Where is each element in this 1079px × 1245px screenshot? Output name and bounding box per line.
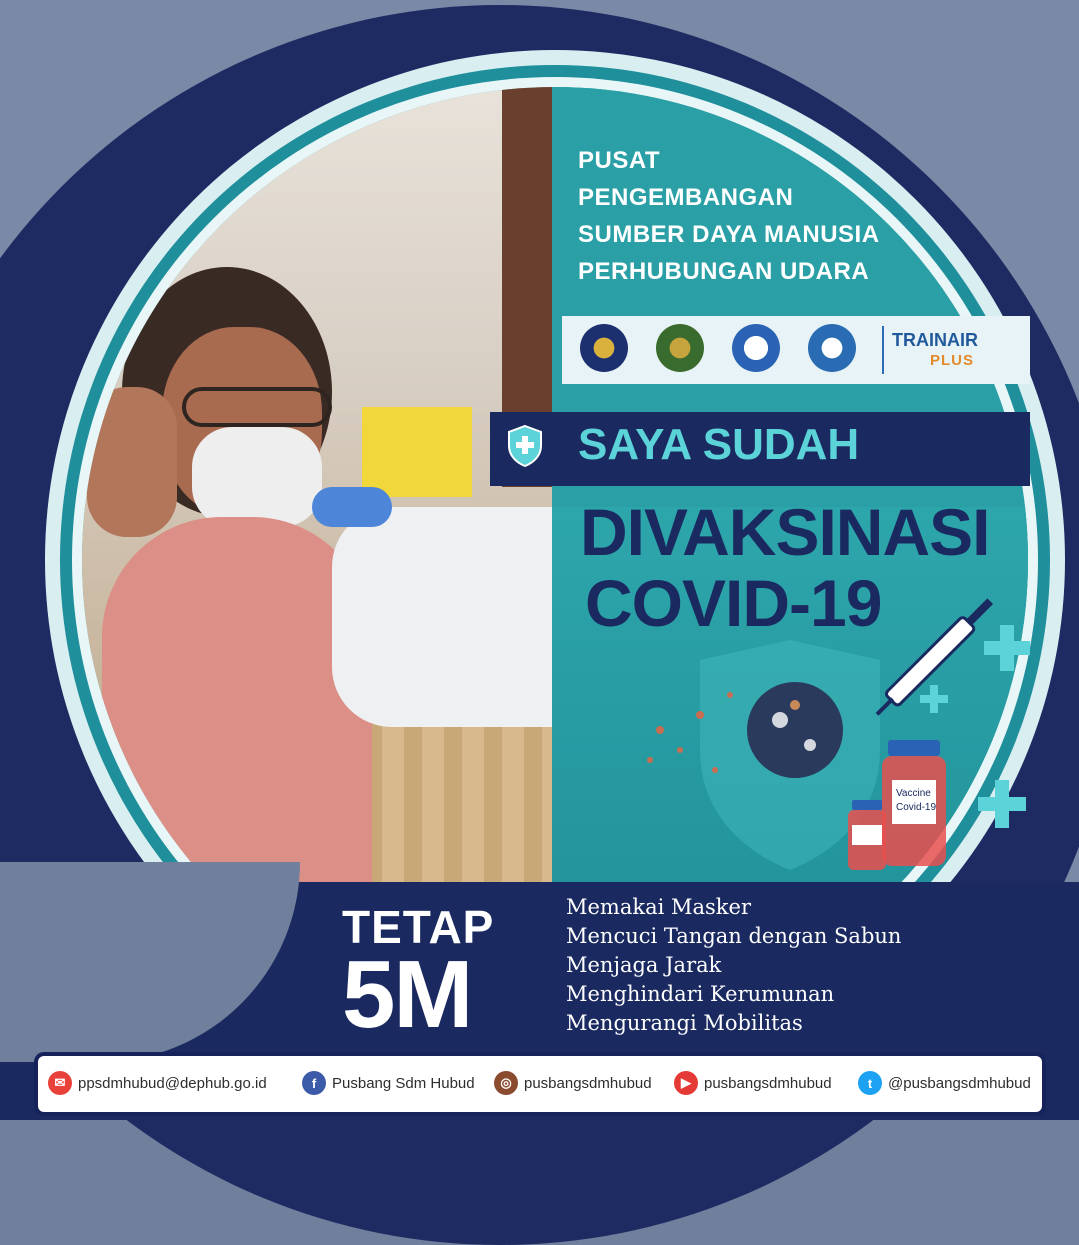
fivem-item: Memakai Masker	[566, 895, 751, 919]
person-glasses	[182, 387, 332, 427]
institution-line-2: PENGEMBANGAN	[578, 184, 794, 211]
shield-plus-icon	[505, 424, 545, 468]
twitter-contact[interactable]	[858, 1071, 1031, 1095]
institution-name	[578, 142, 880, 290]
twitter-icon: t	[858, 1071, 882, 1095]
instagram-text: pusbangsdmhubud	[524, 1074, 652, 1092]
fivem-list	[566, 893, 901, 1038]
vaccine-vial-large	[882, 740, 946, 866]
trainair-label: TRAINAIR	[892, 330, 978, 350]
logo-divider	[882, 326, 884, 374]
trainair-plus-label: PLUS	[930, 352, 975, 369]
virus-body	[747, 682, 843, 778]
youtube-contact[interactable]	[674, 1071, 832, 1095]
academy-logo	[656, 324, 704, 372]
headline-line-2: COVID-19	[585, 566, 882, 640]
youtube-text: pusbangsdmhubud	[704, 1074, 832, 1092]
iata-logo	[732, 324, 780, 372]
twitter-text: @pusbangsdmhubud	[888, 1074, 1031, 1092]
fivem-item: Mengurangi Mobilitas	[566, 1011, 803, 1035]
fivem-item: Menjaga Jarak	[566, 953, 722, 977]
youtube-icon: ▶	[674, 1071, 698, 1095]
nurse-glove	[312, 487, 392, 527]
facebook-contact[interactable]	[302, 1071, 475, 1095]
fivem-item: Mencuci Tangan dengan Sabun	[566, 924, 902, 948]
headline-line-1: DIVAKSINASI	[580, 495, 990, 569]
peace-sign-hand	[87, 387, 177, 537]
vial-label-line-2: Covid-19	[896, 802, 937, 813]
tetap-label: TETAP	[342, 901, 495, 953]
banner-text: SAYA SUDAH	[578, 420, 860, 469]
dephub-logo	[580, 324, 628, 372]
vial-label-line-1: Vaccine	[896, 788, 931, 799]
institution-line-4: PERHUBUNGAN UDARA	[578, 258, 870, 285]
vaccine-vial-small	[848, 800, 886, 870]
nurse-arm	[332, 507, 552, 727]
facebook-icon: f	[302, 1071, 326, 1095]
iata-logo-label: IATA	[745, 340, 767, 351]
instagram-icon: ◎	[494, 1071, 518, 1095]
email-text: ppsdmhubud@dephub.go.id	[78, 1074, 267, 1092]
institution-line-1: PUSAT	[578, 147, 661, 174]
sharps-container	[362, 407, 472, 497]
mail-icon: ✉	[48, 1071, 72, 1095]
instagram-contact[interactable]	[494, 1071, 652, 1095]
person-mask	[192, 427, 322, 527]
fivem-item: Menghindari Kerumunan	[566, 982, 835, 1006]
email-contact[interactable]	[48, 1071, 267, 1095]
fivem-label: 5M	[342, 941, 472, 1048]
facebook-text: Pusbang Sdm Hubud	[332, 1074, 475, 1092]
institution-line-3: SUMBER DAYA MANUSIA	[578, 221, 880, 248]
vaccine-illustration	[620, 580, 1079, 880]
icao-logo	[808, 324, 856, 372]
